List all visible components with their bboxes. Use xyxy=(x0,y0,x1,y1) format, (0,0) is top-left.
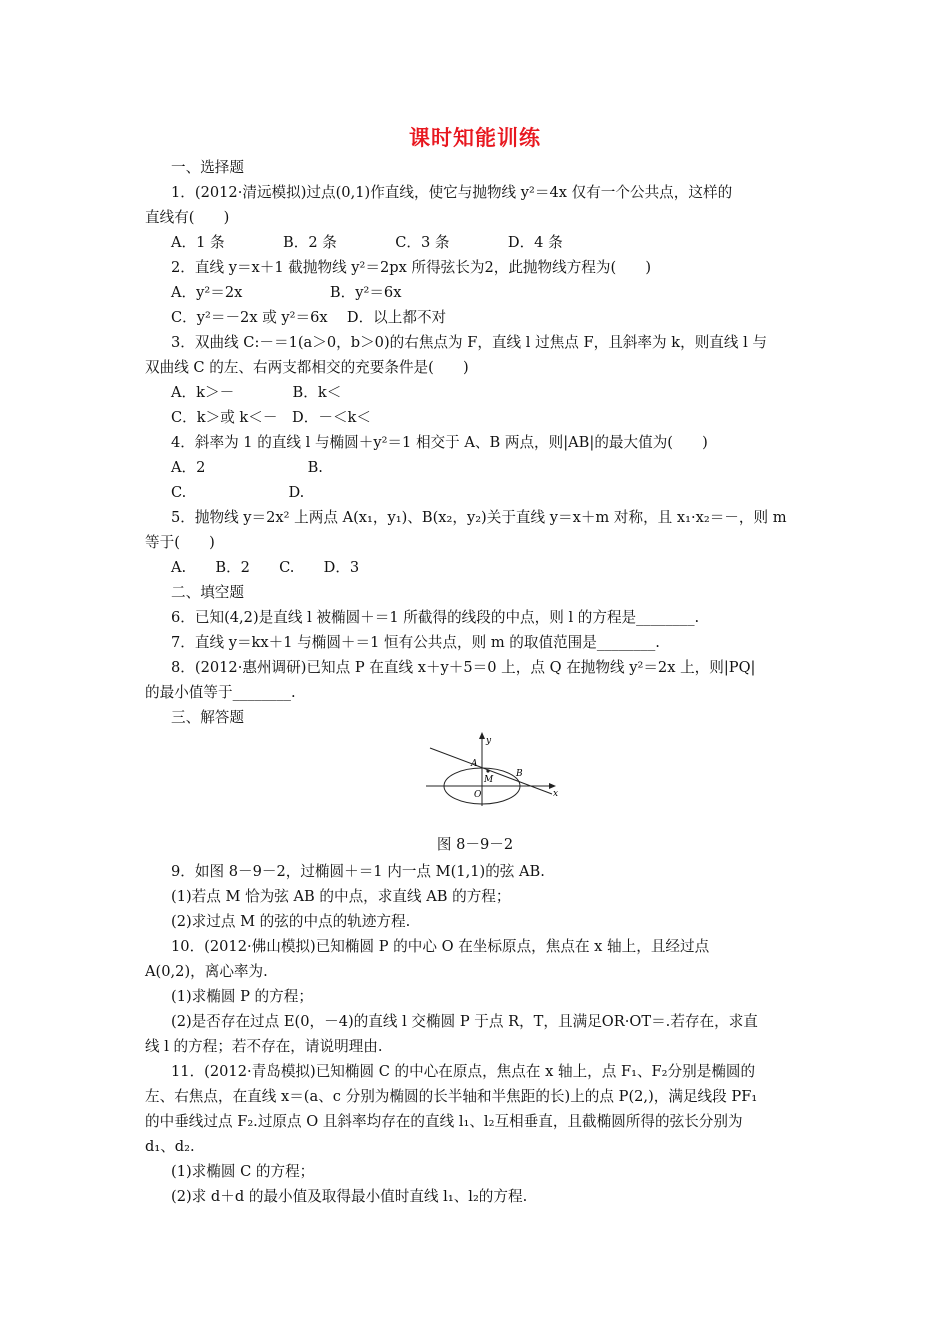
question-2-stem: 2．直线 y＝x＋1 截抛物线 y²＝2px 所得弦长为2，此抛物线方程为( ) xyxy=(171,259,652,276)
question-10-part-2-line-2: 线 l 的方程；若不存在，请说明理由. xyxy=(145,1038,383,1055)
question-10-line-1: 10．(2012·佛山模拟)已知椭圆 P 的中心 O 在坐标原点，焦点在 x 轴上，且经过点 xyxy=(171,938,710,955)
question-3-options-ab: A．k＞－ B．k＜ xyxy=(171,384,342,401)
question-10-part-2-line-1: (2)是否存在过点 E(0，－4)的直线 l 交椭圆 P 于点 R，T，且满足OR·OT＝.若存在，求直 xyxy=(171,1013,758,1030)
question-2-options-cd: C．y²＝－2x 或 y²＝6x D．以上都不对 xyxy=(171,309,447,326)
figure-caption: 图 8－9－2 xyxy=(436,836,514,853)
question-1-line-2: 直线有( ) xyxy=(145,209,230,226)
question-6: 6．已知(4,2)是直线 l 被椭圆＋＝1 所截得的线段的中点，则 l 的方程是________. xyxy=(171,609,700,626)
label-m: M xyxy=(484,775,494,785)
question-11-part-2: (2)求 d＋d 的最小值及取得最小值时直线 l₁、l₂的方程. xyxy=(171,1188,528,1205)
question-1-options: A．1 条 B．2 条 C．3 条 D．4 条 xyxy=(171,234,563,251)
label-x: x xyxy=(553,789,559,799)
question-5-line-2: 等于( ) xyxy=(145,534,215,551)
question-8-line-1: 8．(2012·惠州调研)已知点 P 在直线 x＋y＋5＝0 上，点 Q 在抛物线 y²＝2x 上，则|PQ| xyxy=(171,659,756,676)
question-9-part-1: (1)若点 M 恰为弦 AB 的中点，求直线 AB 的方程； xyxy=(171,888,511,905)
label-a: A xyxy=(471,759,478,769)
question-11-line-1: 11．(2012·青岛模拟)已知椭圆 C 的中心在原点，焦点在 x 轴上，点 F₁、F₂分别是椭圆的 xyxy=(171,1063,756,1080)
question-4-options-cd: C. D. xyxy=(171,484,305,501)
section-heading-choice: 一、选择题 xyxy=(171,159,244,176)
question-5-options: A. B．2 C. D．3 xyxy=(171,559,360,576)
question-4-options-ab: A．2 B. xyxy=(171,459,323,476)
question-11-part-1: (1)求椭圆 C 的方程； xyxy=(171,1163,315,1180)
question-4-stem: 4．斜率为 1 的直线 l 与椭圆＋y²＝1 相交于 A、B 两点，则|AB|的最大值为( ) xyxy=(171,434,708,451)
question-11-line-3: 的中垂线过点 F₂.过原点 O 且斜率均存在的直线 l₁、l₂互相垂直，且截椭圆所得的弦长分别为 xyxy=(145,1113,743,1130)
question-7: 7．直线 y＝kx＋1 与椭圆＋＝1 恒有公共点，则 m 的取值范围是________. xyxy=(171,634,660,651)
label-b: B xyxy=(516,769,523,779)
point-m xyxy=(486,769,489,772)
question-3-line-1: 3．双曲线 C:－＝1(a＞0，b＞0)的右焦点为 F，直线 l 过焦点 F，且斜率为 k，则直线 l 与 xyxy=(171,334,768,351)
question-10-line-2: A(0,2)，离心率为. xyxy=(145,963,268,980)
question-5-line-1: 5．抛物线 y＝2x² 上两点 A(x₁，y₁)、B(x₂，y₂)关于直线 y＝x＋m 对称，且 x₁·x₂＝－，则 m xyxy=(171,509,787,526)
question-3-options-cd: C．k＞或 k＜－ D．－＜k＜ xyxy=(171,409,371,426)
question-2-options-ab: A．y²＝2x B．y²＝6x xyxy=(171,284,402,301)
question-9-stem: 9．如图 8－9－2，过椭圆＋＝1 内一点 M(1,1)的弦 AB. xyxy=(171,863,545,880)
question-11-line-4: d₁、d₂. xyxy=(145,1138,195,1155)
label-o: O xyxy=(474,790,482,800)
chord-line xyxy=(430,748,552,794)
section-heading-fill: 二、填空题 xyxy=(171,584,244,601)
question-3-line-2: 双曲线 C 的左、右两支都相交的充要条件是( ) xyxy=(145,359,469,376)
question-1-line-1: 1．(2012·清远模拟)过点(0,1)作直线，使它与抛物线 y²＝4x 仅有一个公共点，这样的 xyxy=(171,184,733,201)
ellipse-figure xyxy=(420,730,560,808)
page-title: 课时知能训练 xyxy=(409,126,541,150)
question-8-line-2: 的最小值等于________. xyxy=(145,684,296,701)
question-10-part-1: (1)求椭圆 P 的方程； xyxy=(171,988,313,1005)
question-9-part-2: (2)求过点 M 的弦的中点的轨迹方程. xyxy=(171,913,411,930)
y-axis-arrow-icon xyxy=(479,732,485,739)
question-11-line-2: 左、右焦点，在直线 x＝(a、c 分别为椭圆的长半轴和半焦距的长)上的点 P(2,)，满足线段 PF₁ xyxy=(145,1088,758,1105)
section-heading-solve: 三、解答题 xyxy=(171,709,244,726)
label-y: y xyxy=(486,736,492,746)
